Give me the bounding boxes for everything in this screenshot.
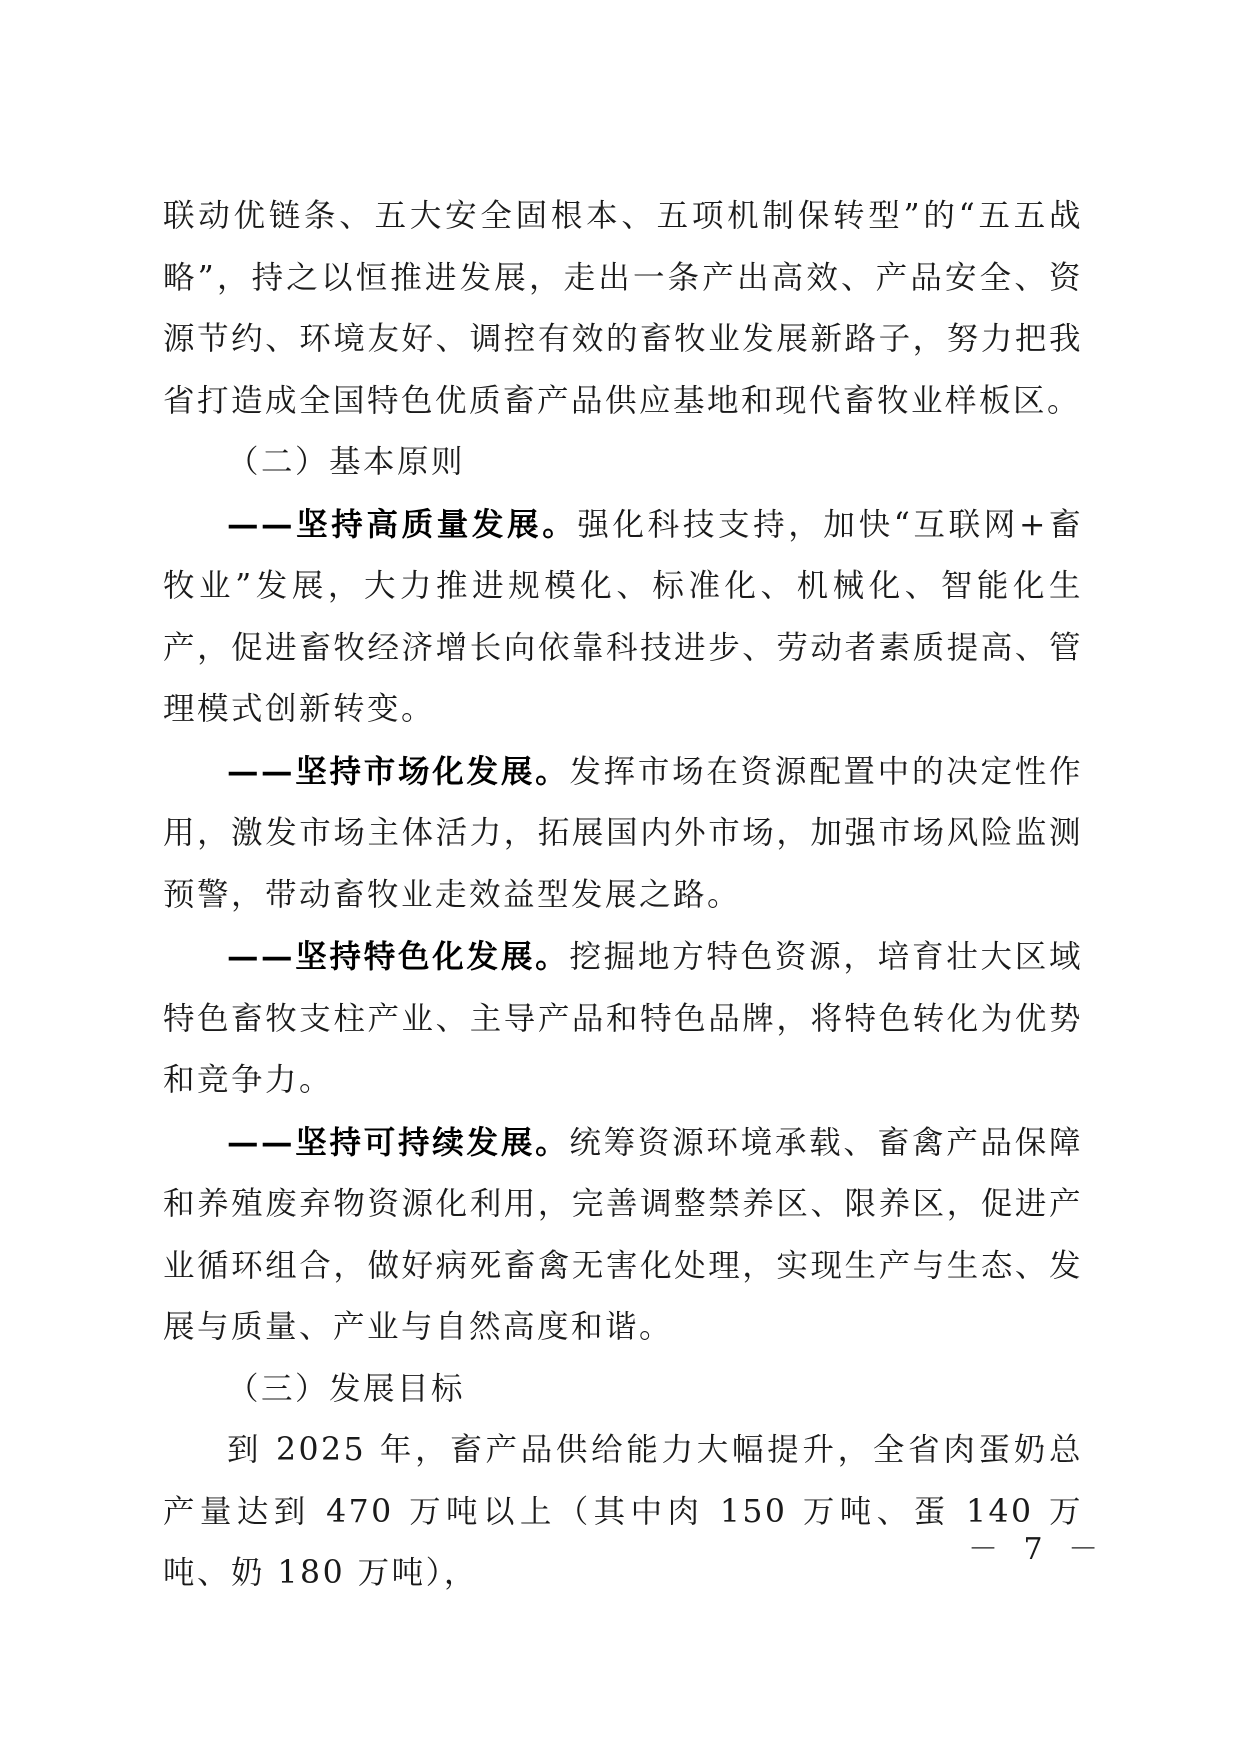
principle-high-quality-paragraph [163,494,1083,741]
principle-text: 强化科技支持，加快“互联网+畜牧业”发展，大力推进规模化、标准化、机械化、智能化生产，促进畜牧经济增长向依靠科技进步、劳动者素质提高、管理模式创新转变。 [163,506,1083,727]
heading-text: （三）发展目标 [227,1370,466,1407]
principle-text: 挖掘地方特色资源，培育壮大区域特色畜牧支柱产业、主导产品和特色品牌，将特色转化为优势和竞争力。 [163,939,1083,1098]
section-heading-basic-principles [163,432,1083,494]
principle-title: ——坚持高质量发展。 [227,505,578,543]
principle-title: ——坚持可持续发展。 [227,1123,570,1161]
heading-text: （二）基本原则 [227,444,466,480]
intro-continuation-text: 联动优链条、五大安全固根本、五项机制保转型”的“五五战略”，持之以恒推进发展，走出一条产出高效、产品安全、资源节约、环境友好、调控有效的畜牧业发展新路子，努力把我省打造成全国特色优质畜产品供应基地和现代畜牧业样板区。 [163,198,1083,419]
principle-text: 统筹资源环境承载、畜禽产品保障和养殖废弃物资源化利用，完善调整禁养区、限养区，促进产业循环组合，做好病死畜禽无害化处理，实现生产与生态、发展与质量、产业与自然高度和谐。 [163,1124,1083,1345]
section-heading-development-goals [163,1359,1083,1421]
page-number: － 7 － [968,1532,1107,1567]
principle-characteristic-paragraph [163,926,1083,1112]
goals-text: 到 2025 年，畜产品供给能力大幅提升，全省肉蛋奶总产量达到 470 万吨以上（其中肉 150 万吨、蛋 140 万吨、奶 180 万吨）， [163,1432,1083,1591]
goals-paragraph [163,1420,1083,1605]
principle-title: ——坚持特色化发展。 [227,938,570,975]
principle-title: ——坚持市场化发展。 [227,752,570,790]
intro-continuation-paragraph [163,186,1083,432]
document-body [163,186,1083,1605]
principle-text: 发挥市场在资源配置中的决定性作用，激发市场主体活力，拓展国内外市场，加强市场风险监测预警，带动畜牧业走效益型发展之路。 [163,753,1083,913]
principle-market-paragraph [163,741,1083,927]
principle-sustainable-paragraph [163,1112,1083,1359]
